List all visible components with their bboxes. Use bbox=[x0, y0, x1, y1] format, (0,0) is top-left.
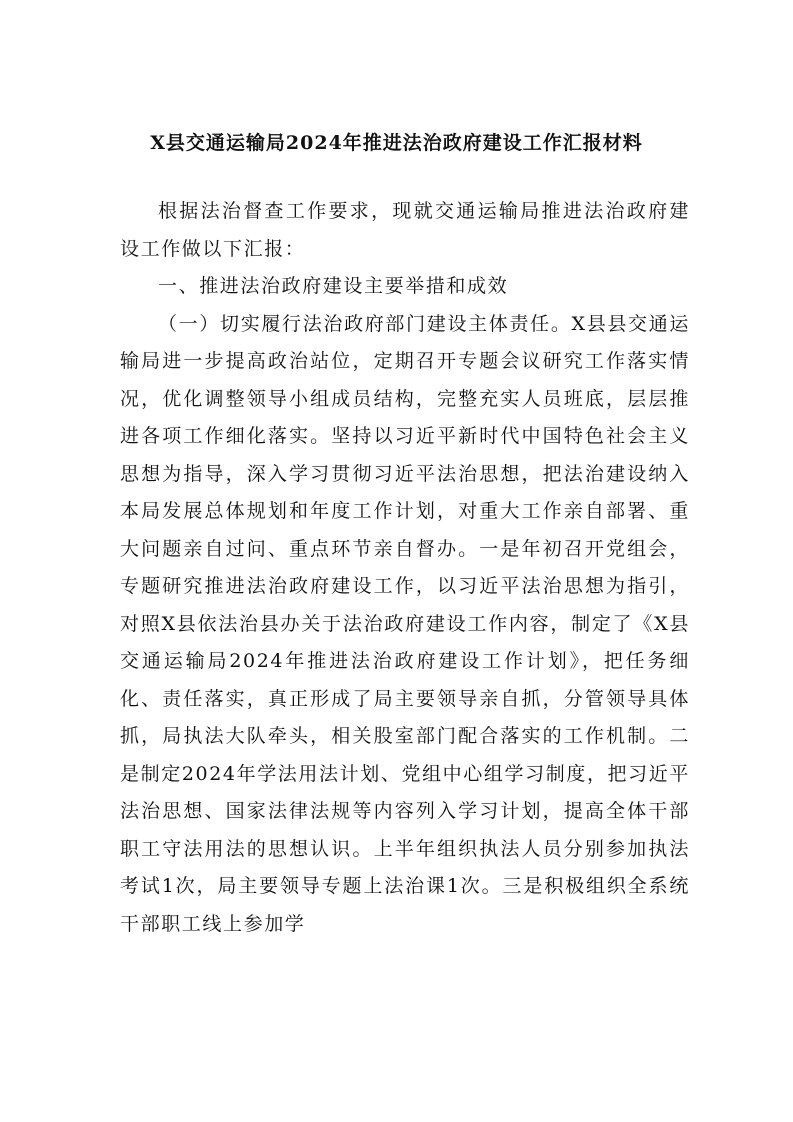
intro-paragraph: 根据法治督查工作要求，现就交通运输局推进法治政府建设工作做以下汇报： bbox=[120, 200, 690, 260]
section-heading: 一、推进法治政府建设主要举措和成效 bbox=[158, 275, 509, 297]
document-body bbox=[120, 193, 690, 943]
document-title: X县交通运输局2024年推进法治政府建设工作汇报材料 bbox=[150, 132, 643, 154]
body-paragraph: （一）切实履行法治政府部门建设主体责任。X县县交通运输局进一步提高政治站位，定期召开专题会议研究工作落实情况，优化调整领导小组成员结构，完整充实人员班底，层层推进各项工作细化落实。坚持以习近平新时代中国特色社会主义思想为指导，深入学习贯彻习近平法治思想，把法治建设纳入本局发展总体规划和年度工作计划，对重大工作亲自部署、重大问题亲自过问、重点环节亲自督办。一是年初召开党组会，专题研究推进法治政府建设工作，以习近平法治思想为指引，对照X县依法治县办关于法治政府建设工作内容，制定了《X县交通运输局2024年推进法治政府建设工作计划》，把任务细化、责任落实，真正形成了局主要领导亲自抓，分管领导具体抓，局执法大队牵头，相关股室部门配合落实的工作机制。二是制定2024年学法用法计划、党组中心组学习制度，把习近平法治思想、国家法律法规等内容列入学习计划，提高全体干部职工守法用法的思想认识。上半年组织执法人员分别参加执法考试1次，局主要领导专题上法治课1次。三是积极组织全系统干部职工线上参加学 bbox=[120, 312, 690, 935]
